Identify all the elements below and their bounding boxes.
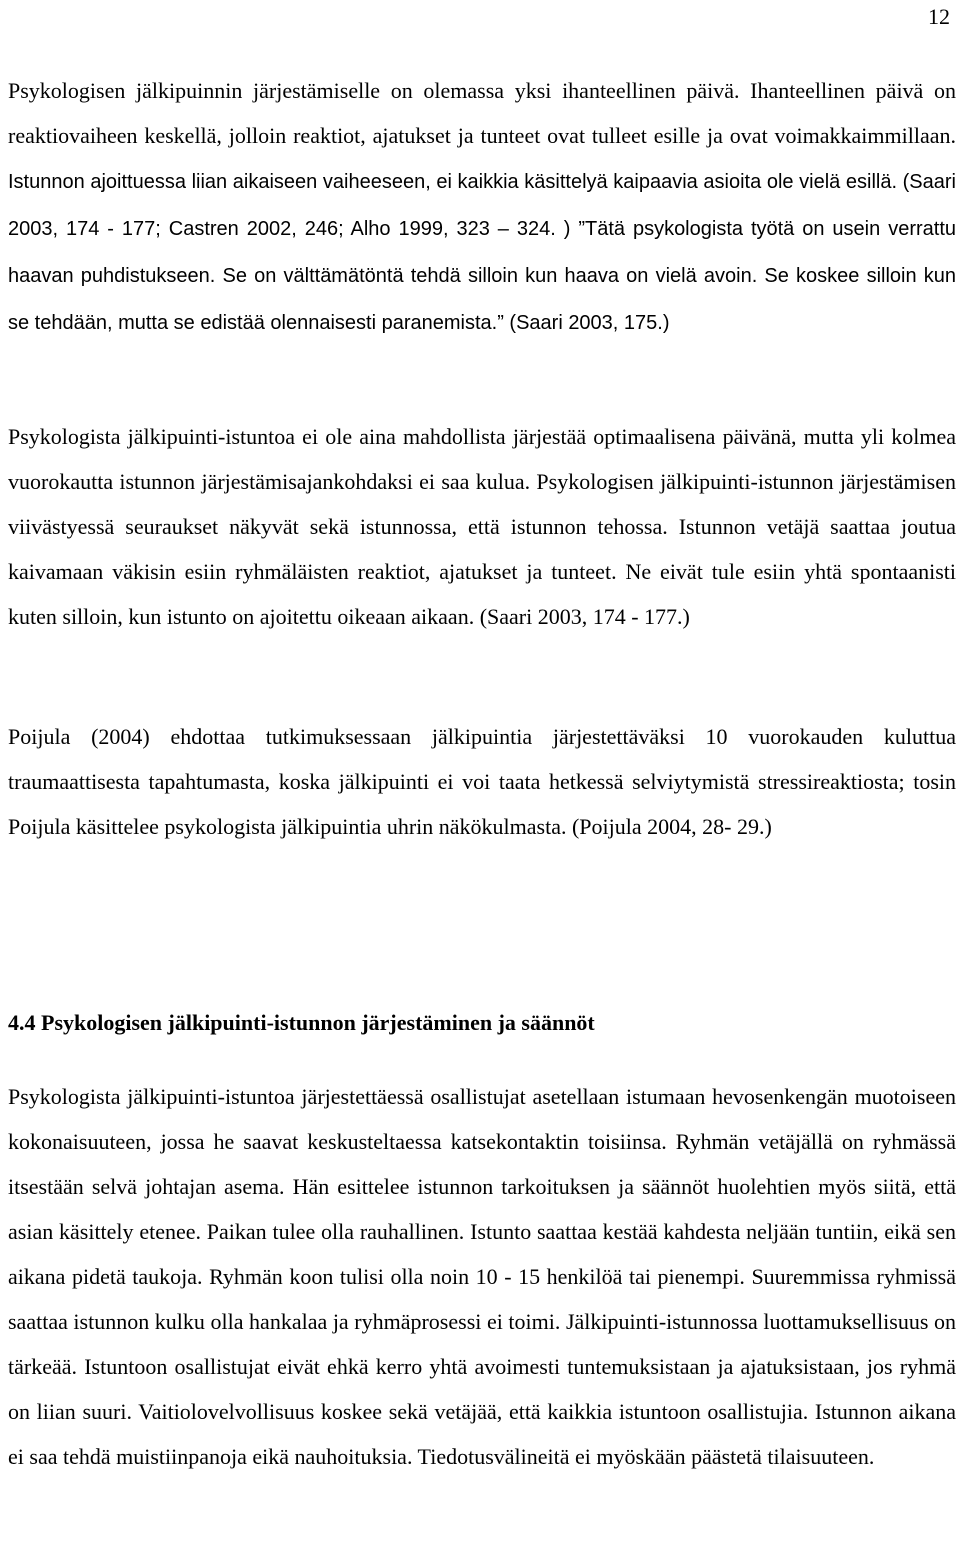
paragraph-1-part-2: Istunnon ajoittuessa liian aikaiseen vaiheeseen, ei kaikkia käsittelyä kaipaavia asioita ole vielä esillä. (Saari 2003, 174 - 177; Castren 2002, 246; Alho 1999, 323 – 324. ) ”Tätä psykologista työtä on usein verrattu haavan puhdistukseen. Se on välttämätöntä tehdä silloin kun haava on vielä avoin. Se koskee silloin kun se tehdään, mutta se edistää olennaisesti paranemista.” (Saari 2003, 175.) — [8, 171, 956, 334]
paragraph-1-part-1: Psykologisen jälkipuinnin järjestämiselle on olemassa yksi ihanteellinen päivä. Ihanteellinen päivä on reaktiovaiheen keskellä, jolloin reaktiot, ajatukset ja tunteet ovat tulleet esille ja ovat voimakkaimmillaan. — [8, 78, 956, 148]
paragraph-2: Psykologista jälkipuinti-istuntoa ei ole aina mahdollista järjestää optimaalisena päivänä, mutta yli kolmea vuorokautta istunnon järjestämisajankohdaksi ei saa kulua. Psykologisen jälkipuinti-istunnon järjestämisen viivästyessä seuraukset näkyvät sekä istunnossa, että istunnon tehossa. Istunnon vetäjä saattaa joutua kaivamaan väkisin esiin ryhmäläisten reaktiot, ajatukset ja tunteet. Ne eivät tule esiin yhtä spontaanisti kuten silloin, kun istunto on ajoitettu oikeaan aikaan. (Saari 2003, 174 - 177.) — [8, 424, 956, 629]
paragraph-1 — [8, 68, 956, 346]
section-heading: 4.4 Psykologisen jälkipuinti-istunnon järjestäminen ja säännöt — [8, 1010, 595, 1035]
paragraph-3: Poijula (2004) ehdottaa tutkimuksessaan jälkipuintia järjestettäväksi 10 vuorokauden kuluttua traumaattisesta tapahtumasta, koska jälkipuinti ei voi taata hetkessä selviytymistä stressireaktiosta; tosin Poijula käsittelee psykologista jälkipuintia uhrin näkökulmasta. (Poijula 2004, 28- 29.) — [8, 724, 956, 839]
paragraph-4: Psykologista jälkipuinti-istuntoa järjestettäessä osallistujat asetellaan istumaan hevosenkengän muotoiseen kokonaisuuteen, jossa he saavat keskusteltaessa katsekontaktin toisiinsa. Ryhmän vetäjällä on ryhmässä itsestään selvä johtajan asema. Hän esittelee istunnon tarkoituksen ja säännöt huolehtien myös siitä, että asian käsittely etenee. Paikan tulee olla rauhallinen. Istunto saattaa kestää kahdesta neljään tuntiin, eikä sen aikana pidetä taukoja. Ryhmän koon tulisi olla noin 10 - 15 henkilöä tai pienempi. Suuremmissa ryhmissä saattaa istunnon kulku olla hankalaa ja ryhmäprosessi ei toimi. Jälkipuinti-istunnossa luottamuksellisuus on tärkeää. Istuntoon osallistujat eivät ehkä kerro yhtä avoimesti tuntemuksistaan ja ajatuksistaan, jos ryhmä on liian suuri. Vaitiolovelvollisuus koskee sekä vetäjää, että kaikkia istuntoon osallistujia. Istunnon aikana ei saa tehdä muistiinpanoja eikä nauhoituksia. Tiedotusvälineitä ei myöskään päästetä tilaisuuteen. — [8, 1084, 956, 1469]
page-number: 12 — [928, 4, 950, 29]
